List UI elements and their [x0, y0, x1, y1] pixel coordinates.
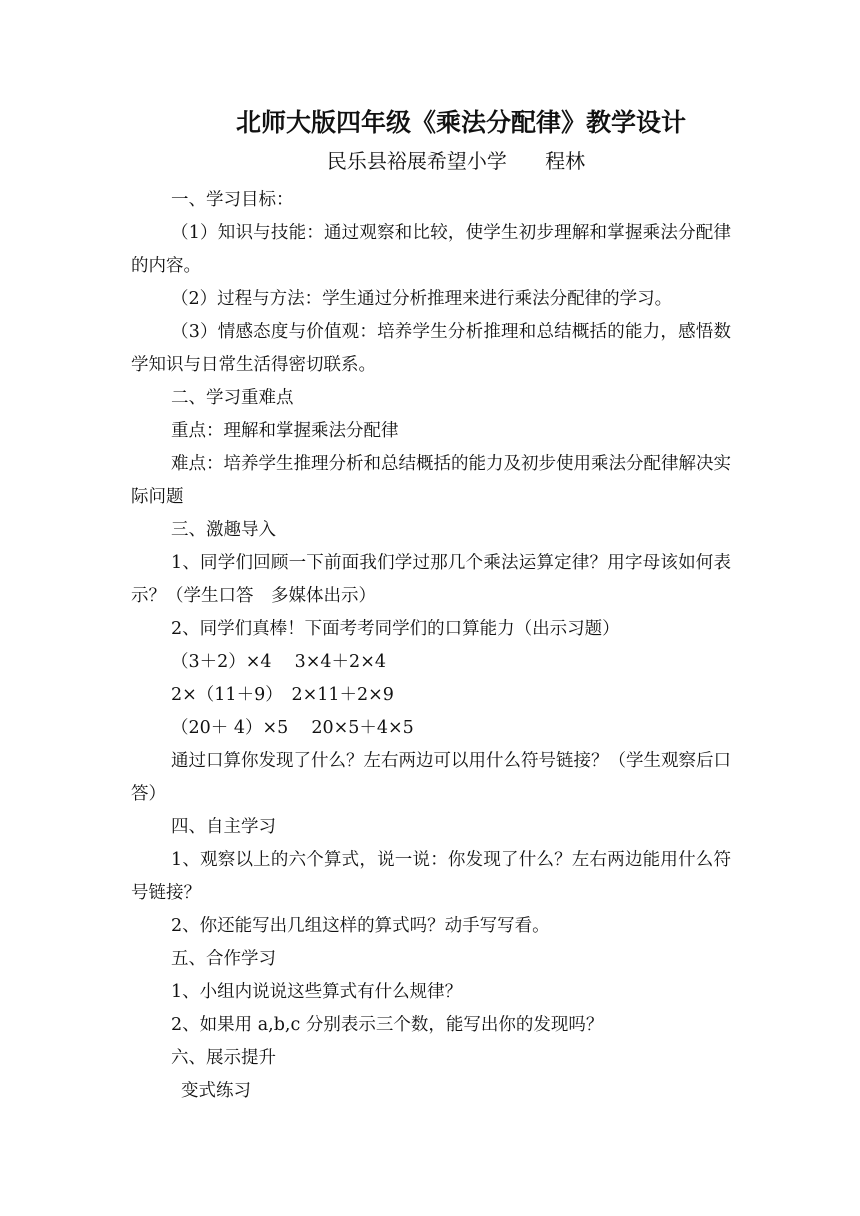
expression-line: （20＋ 4）×5 20×5＋4×5: [171, 718, 414, 738]
paragraph: 1、小组内说说这些算式有什么规律？: [171, 982, 463, 1002]
paragraph: （2）过程与方法：学生通过分析推理来进行乘法分配律的学习。: [171, 289, 673, 309]
paragraph: 2、如果用 a,b,c 分别表示三个数，能写出你的发现吗？: [171, 1015, 604, 1035]
section-heading: 一、学习目标：: [171, 190, 294, 210]
paragraph: 2、你还能写出几组这样的算式吗？动手写写看。: [171, 916, 550, 936]
expression-line: 2×（11＋9） 2×11＋2×9: [171, 685, 394, 705]
document-page: [131, 102, 731, 1108]
section-heading: 四、自主学习: [171, 817, 276, 837]
section-heading: 五、合作学习: [171, 949, 276, 969]
document-title: 北师大版四年级《乘法分配律》教学设计: [235, 108, 686, 137]
section-heading: 六、展示提升: [171, 1048, 276, 1068]
section-heading: 二、学习重难点: [171, 388, 294, 408]
paragraph: 重点：理解和掌握乘法分配律: [171, 421, 399, 441]
paragraph: 难点：培养学生推理分析和总结概括的能力及初步使用乘法分配律解决实际问题: [131, 454, 731, 507]
paragraph: 变式练习: [181, 1081, 251, 1101]
paragraph: 1、同学们回顾一下前面我们学过那几个乘法运算定律？用字母该如何表示？（学生口答 多媒体出示）: [131, 553, 731, 606]
paragraph: （3）情感态度与价值观：培养学生分析推理和总结概括的能力，感悟数学知识与日常生活得密切联系。: [131, 322, 731, 375]
section-heading: 三、激趣导入: [171, 520, 276, 540]
paragraph: 1、观察以上的六个算式，说一说：你发现了什么？左右两边能用什么符号链接？: [131, 850, 731, 903]
paragraph: 通过口算你发现了什么？左右两边可以用什么符号链接？（学生观察后口答）: [131, 751, 731, 804]
paragraph: 2、同学们真棒！下面考考同学们的口算能力（出示习题）: [171, 619, 620, 639]
document-author: 民乐县裕展希望小学 程林: [326, 149, 586, 173]
expression-line: （3＋2）×4 3×4＋2×4: [171, 652, 386, 672]
paragraph: （1）知识与技能：通过观察和比较，使学生初步理解和掌握乘法分配律的内容。: [131, 223, 731, 276]
